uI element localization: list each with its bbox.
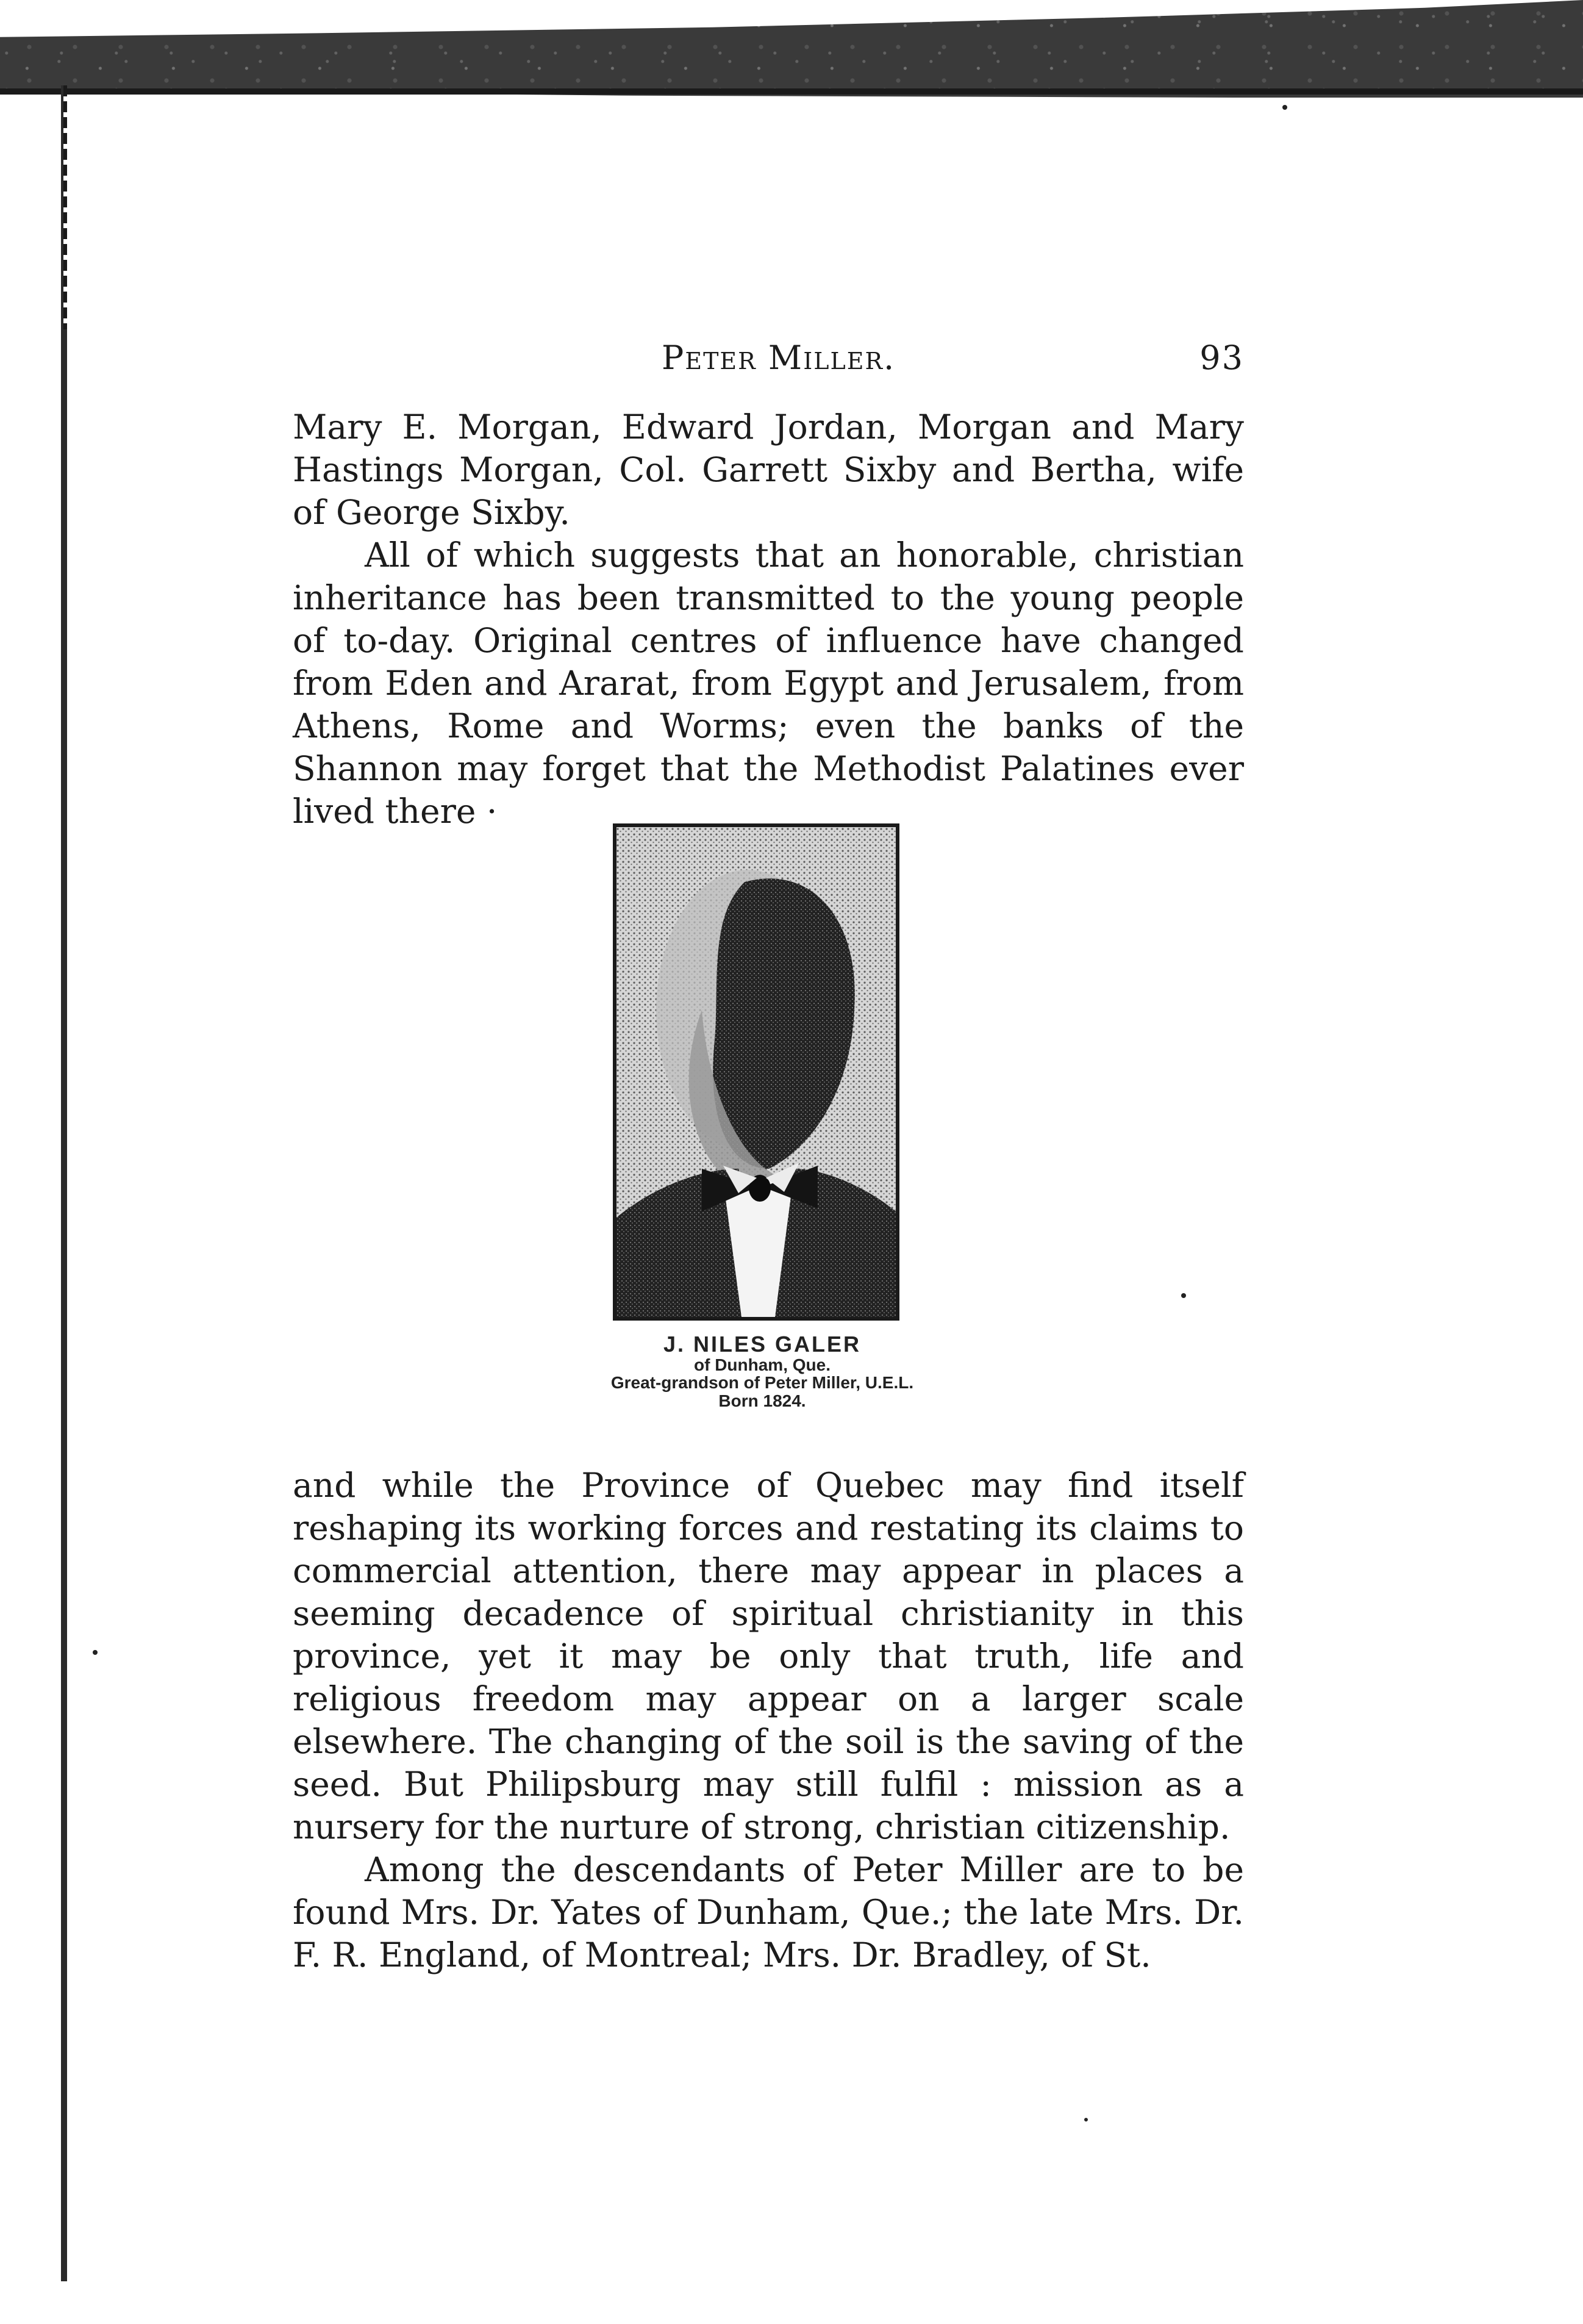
- caption-name: J. NILES GALER: [663, 1332, 862, 1357]
- caption-residence: of Dunham, Que.: [694, 1355, 831, 1374]
- page-number: 93: [1199, 339, 1244, 377]
- text-block-bottom: [293, 1464, 1244, 1976]
- scan-speck: [1084, 2118, 1088, 2121]
- paragraph: Among the descendants of Peter Miller are to be found Mrs. Dr. Yates of Dunham, Que.; the late Mrs. Dr. F. R. England, of Montreal; Mrs. Dr. Bradley, of St.: [293, 1850, 1244, 1974]
- scan-left-edge: [61, 85, 67, 2281]
- photo-caption: [549, 1333, 976, 1410]
- paragraph: and while the Province of Quebec may find itself reshaping its working forces and restating its claims to commercial attention, there may appear in places a seeming decadence of spiritual christianity in this province, yet it may be only that truth, life and religious freedom may appear on a larger scale elsewhere. The changing of the soil is the saving of the seed. But Philipsburg may still fulfil : mission as a nursery for the nurture of strong, christian citizenship.: [293, 1466, 1244, 1846]
- scan-left-specks: [63, 85, 67, 329]
- portrait-image: [616, 827, 896, 1317]
- scan-speck: [1181, 1293, 1186, 1298]
- scan-speck: [93, 1650, 98, 1655]
- running-head: [293, 339, 1244, 387]
- paragraph: All of which suggests that an honorable, christian inheritance has been transmitted to the young people of to-day. Original centres of influence have changed from Eden and Ararat, from Egypt and Jerusalem, from Athens, Rome and Worms; even the banks of the Shannon may forget that the Methodist Palatines ever lived there ·: [293, 536, 1244, 831]
- caption-born: Born 1824.: [718, 1391, 806, 1410]
- caption-relation: Great-grandson of Peter Miller, U.E.L.: [610, 1373, 914, 1393]
- portrait-photo: [613, 823, 899, 1321]
- running-title: Peter Miller.: [662, 339, 896, 377]
- text-block-top: [293, 406, 1244, 833]
- scan-top-rule: [0, 88, 1583, 95]
- scan-speck: [1282, 105, 1287, 110]
- paragraph: Mary E. Morgan, Edward Jordan, Morgan and Mary Hastings Morgan, Col. Garrett Sixby and Bertha, wife of George Sixby.: [293, 407, 1244, 532]
- scan-top-shadow: [0, 0, 1583, 98]
